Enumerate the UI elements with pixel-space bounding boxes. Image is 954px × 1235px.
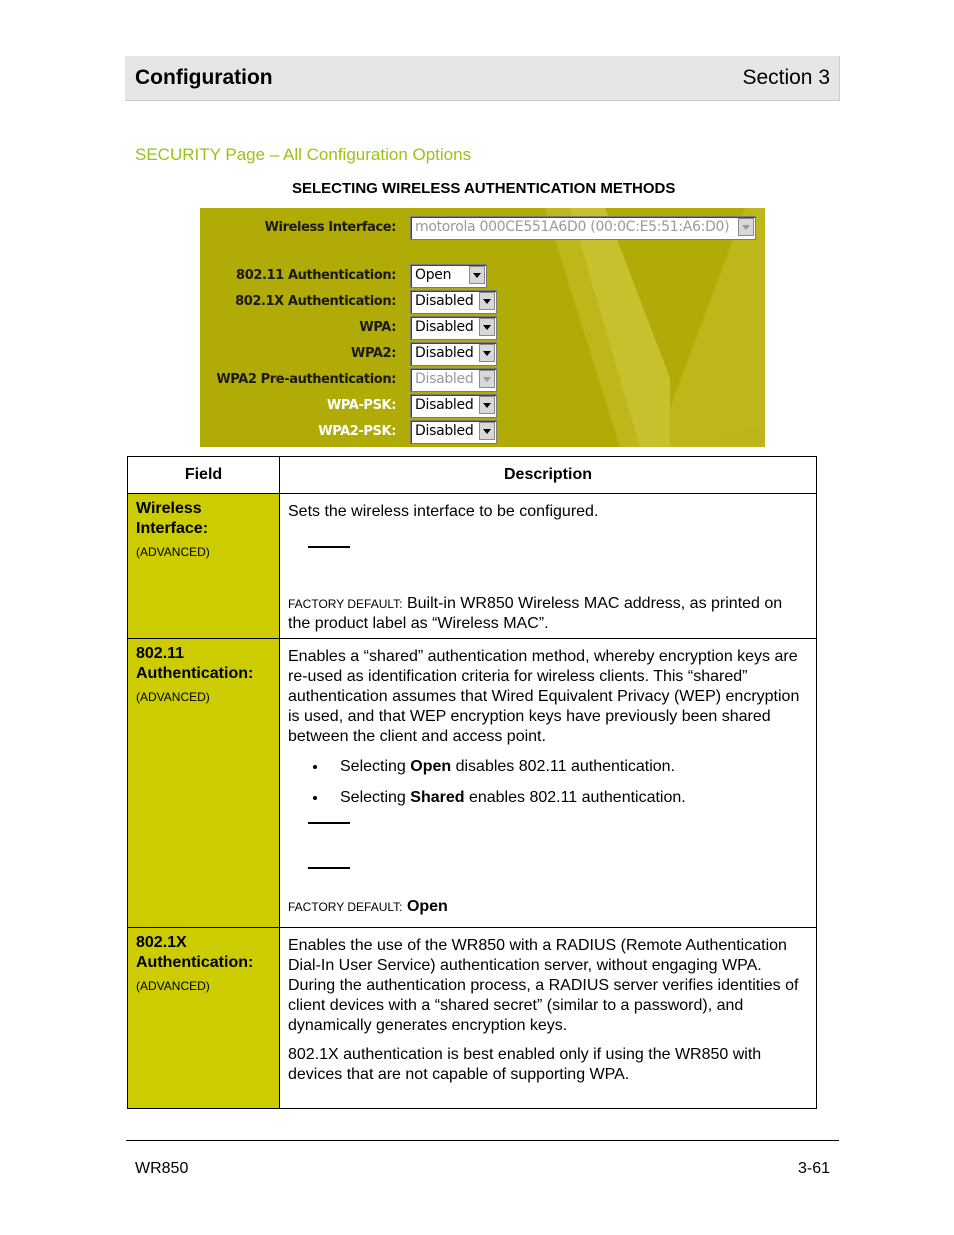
wireless-interface-select[interactable] [410, 216, 756, 240]
row-wpa2-psk [200, 420, 765, 444]
wpa2-psk-value: Disabled [415, 423, 474, 439]
8021x-auth-select[interactable] [410, 290, 497, 314]
description-text: Enables a “shared” authentication method, whereby encryption keys are re-used as identification criteria for wireless clients. This “shared” authentication assumes that Wired Equivalent Privacy (WEP) encryption is used, and that WEP encryption keys have previously been shared between the client and access point. [288, 648, 800, 745]
table-row [128, 639, 817, 928]
80211-auth-value: Open [415, 267, 452, 283]
wireless-interface-label: Wireless Interface: [264, 220, 396, 235]
table-row [128, 494, 817, 639]
row-8021x-auth [200, 290, 765, 314]
header-section: Section 3 [742, 66, 830, 89]
wpa2-psk-label[interactable]: WPA2-PSK: [318, 424, 396, 439]
option-list [288, 757, 808, 808]
chevron-down-icon[interactable] [479, 318, 495, 336]
divider [308, 546, 350, 548]
wpa2-select[interactable] [410, 342, 497, 366]
row-80211-auth [200, 264, 765, 288]
row-wpa2 [200, 342, 765, 366]
factory-default-value: Built-in WR850 Wireless MAC address, as printed on the product label as “Wireless MAC”. [288, 595, 783, 632]
80211-auth-select[interactable] [410, 264, 487, 288]
field-cell [128, 494, 280, 639]
table-header-row [128, 457, 817, 494]
wpa2-psk-select[interactable] [410, 420, 497, 444]
wpa-psk-label[interactable]: WPA-PSK: [326, 398, 396, 413]
divider [308, 822, 350, 824]
factory-default-value: Open [406, 898, 448, 915]
chevron-down-icon[interactable] [738, 218, 754, 236]
chevron-down-icon[interactable] [469, 266, 485, 284]
list-item: • Selecting Shared enables 802.11 authentication. [328, 788, 808, 808]
table-row [128, 928, 817, 1109]
wpa-psk-select[interactable] [410, 394, 497, 418]
divider [308, 867, 350, 869]
wpa-psk-value: Disabled [415, 397, 474, 413]
field-tag: (ADVANCED) [136, 690, 210, 704]
description-text: Sets the wireless interface to be configured. [288, 503, 599, 520]
field-cell [128, 639, 280, 928]
wpa2-preauth-select[interactable] [410, 368, 497, 392]
wireless-interface-value: motorola 000CE551A6D0 (00:0C:E5:51:A6:D0) [415, 219, 730, 235]
row-wpa2-preauth [200, 368, 765, 392]
wpa2-preauth-label: WPA2 Pre-authentication: [216, 372, 396, 387]
field-name: 802.1X Authentication: [136, 934, 254, 971]
wpa2-value: Disabled [415, 345, 474, 361]
field-column-header: Field [128, 457, 280, 494]
description-text-2: 802.1X authentication is best enabled only if using the WR850 with devices that are not capable of supporting WPA. [288, 1046, 762, 1083]
field-name: 802.11 Authentication: [136, 645, 254, 682]
chevron-down-icon[interactable] [479, 292, 495, 310]
list-item: • Selecting Open disables 802.11 authentication. [328, 757, 808, 777]
section-title: SECURITY Page – All Configuration Options [135, 145, 472, 164]
8021x-auth-label: 802.1X Authentication: [235, 294, 396, 309]
8021x-auth-value: Disabled [415, 293, 474, 309]
row-wpa-psk [200, 394, 765, 418]
80211-auth-label: 802.11 Authentication: [236, 268, 396, 283]
field-tag: (ADVANCED) [136, 979, 210, 993]
description-cell [280, 928, 817, 1109]
description-text: Enables the use of the WR850 with a RADIUS (Remote Authentication Dial-In User Service) authentication server, without engaging WPA. During the authentication process, a RADIUS server verifies identities of client devices with a “shared secret” (similar to a password), and dynamically generates encryption keys. [288, 937, 799, 1034]
header-title: Configuration [135, 66, 273, 89]
row-wpa [200, 316, 765, 340]
wpa2-label: WPA2: [351, 346, 396, 361]
factory-default-label: FACTORY DEFAULT: [288, 900, 403, 914]
factory-default-label: FACTORY DEFAULT: [288, 597, 403, 611]
field-cell [128, 928, 280, 1109]
footer-product: WR850 [135, 1160, 189, 1177]
field-description-table [127, 456, 817, 1109]
wpa-label: WPA: [359, 320, 396, 335]
wpa2-preauth-value: Disabled [415, 371, 474, 387]
page-header [125, 56, 840, 101]
field-tag: (ADVANCED) [136, 545, 210, 559]
description-column-header: Description [280, 457, 817, 494]
page-number: 3-61 [797, 1160, 830, 1177]
wpa-value: Disabled [415, 319, 474, 335]
description-cell [280, 494, 817, 639]
chevron-down-icon[interactable] [479, 370, 495, 388]
description-cell [280, 639, 817, 928]
chevron-down-icon[interactable] [479, 344, 495, 362]
chevron-down-icon[interactable] [479, 396, 495, 414]
security-settings-panel [200, 208, 765, 447]
wpa-select[interactable] [410, 316, 497, 340]
row-wireless-interface [200, 216, 765, 240]
figure-title: SELECTING WIRELESS AUTHENTICATION METHODS [292, 180, 676, 197]
footer-divider [126, 1140, 839, 1141]
field-name: Wireless Interface: [136, 500, 209, 537]
chevron-down-icon[interactable] [479, 422, 495, 440]
